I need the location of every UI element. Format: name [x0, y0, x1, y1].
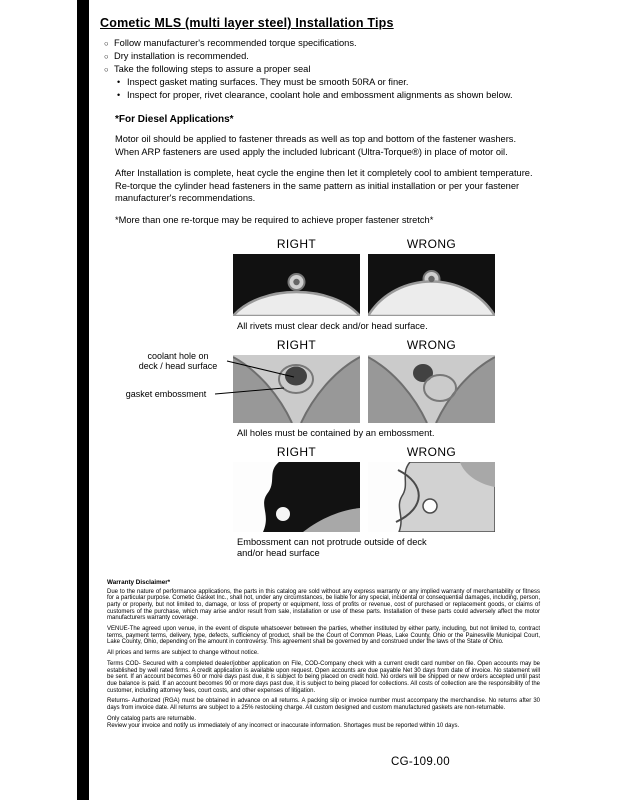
legal-section [107, 579, 540, 730]
tip-text: Follow manufacturer's recommended torque specifications. [114, 38, 357, 48]
right-wrong-figures [100, 237, 541, 561]
protrusion-right-image [233, 462, 360, 532]
coolant-hole-label-line1: coolant hole on [147, 350, 209, 361]
warranty-disclaimer-heading: Warranty Disclaimer* [107, 578, 171, 586]
tip-text: Take the following steps to assure a proper seal [114, 64, 311, 74]
row2-caption: All holes must be contained by an embossment. [237, 427, 435, 438]
returns-paragraph: Returns- Authorized (RGA) must be obtained in advance on all returns. A packing slip or invoice number must accompany the merchandise. No returns after 30 days from invoice date. All returns are subject to a 25% restocking charge. All custom designed and custom manufactured gaskets are non-returnable. [107, 698, 540, 712]
row1-caption: All rivets must clear deck and/or head surface. [237, 320, 428, 331]
tip-item [104, 63, 541, 76]
diesel-paragraph-1: Motor oil should be applied to fastener threads as well as top and bottom of the fastener washers. When ARP fasteners are used apply the included lubricant (Ultra-Torque®) in place of motor oil. [115, 134, 517, 157]
tip-sub-item [117, 89, 541, 102]
terms-paragraph: Terms COD- Secured with a completed dealer/jobber application on File, COD-Company check with a current credit card number on file. Open accounts may be established by well rated firms. A credit application is available upon request. Open accounts are due payable Net 30 days from date of invoice. No statement will be sent. If an account becomes 60 or more days past due, it is subject to being placed on credit hold. No orders will be shipped or new orders accepted until past due balance is paid. If an account becomes 90 or more days past due, it is subject to being placed for collections. All costs of collection are the responsibility of the customer, including attorney fees, court costs, and other expenses of litigation. [107, 660, 540, 694]
coolant-hole-label [128, 351, 228, 372]
tip-sub-item [117, 76, 541, 89]
row3-caption: Embossment can not protrude outside of deck and/or head surface [237, 536, 427, 559]
row1-wrong-label: WRONG [406, 236, 457, 251]
tip-item [104, 37, 541, 50]
review-note: Review your invoice and notify us immediately of any incorrect or inaccurate information. Shortages must be reported within 10 days. [107, 722, 460, 729]
diesel-applications-section [115, 114, 541, 227]
filled-bullet-icon: • [117, 77, 121, 87]
diesel-heading: *For Diesel Applications* [115, 114, 234, 125]
tip-item [104, 50, 541, 63]
open-bullet-icon: ○ [104, 52, 109, 61]
warranty-paragraph: Due to the nature of performance applications, the parts in this catalog are sold without any express warranty or any implied warranty of merchantability or fitness for a particular purpose. Cometic Gasket Inc., shall not, under any circumstances, be liable for any special, incidental or consequential damages, including, person, party or property, but not limited to, damage, or loss of property or equipment, loss of profits or revenue, cost of purchased or replacement goods, or claims of customers of the purchase, which may arise and/or result from sale, installation or use of these parts. Installation of these parts could adversely affect the motor manufacturers warranty coverage. [107, 588, 540, 622]
page-code: CG-109.00 [391, 756, 450, 768]
page-title: Cometic MLS (multi layer steel) Installation Tips [100, 16, 394, 30]
row3-wrong-label: WRONG [406, 444, 457, 459]
row2-wrong-label: WRONG [406, 337, 457, 352]
row3-right-label: RIGHT [276, 444, 317, 459]
installation-tips-list [104, 37, 541, 102]
tip-text: Inspect for proper, rivet clearance, coolant hole and embossment alignments as shown below. [127, 90, 513, 100]
diesel-paragraph-2: After Installation is complete, heat cycle the engine then let it completely cool to ambient temperature. Re-torque the cylinder head fasteners in the same pattern as initial installation or per your fastener manufacturer's recommendations. [115, 168, 533, 204]
gasket-embossment-label: gasket embossment [125, 388, 207, 399]
prices-notice: All prices and terms are subject to change without notice. [107, 650, 259, 657]
binding-bar [77, 0, 89, 800]
tip-text: Inspect gasket mating surfaces. They must be smooth 50RA or finer. [127, 77, 409, 87]
rivet-right-image [233, 254, 360, 316]
retorque-note: *More than one re-torque may be required to achieve proper fastener stretch* [115, 214, 434, 225]
rivet-wrong-image [368, 254, 495, 316]
open-bullet-icon: ○ [104, 39, 109, 48]
page-content [100, 16, 541, 733]
filled-bullet-icon: • [117, 90, 121, 100]
open-bullet-icon: ○ [104, 65, 109, 74]
protrusion-wrong-image [368, 462, 495, 532]
venue-paragraph: VENUE-The agreed upon venue, in the event of dispute whatsoever between the parties, whether instituted by either party, including, but not limited to, contract terms, payment terms, delivery, type, defects, sufficiency of product, shall be the Court of Common Pleas, Lake County, Ohio or the Painesville Municipal Court, Lake County, Ohio, depending on the amount in controversy. This agreement shall be governed by and construed under the laws of the State of Ohio. [107, 626, 540, 646]
tip-text: Dry installation is recommended. [114, 51, 249, 61]
returnable-note: Only catalog parts are returnable. [107, 715, 197, 722]
row2-right-label: RIGHT [276, 337, 317, 352]
embossment-right-image [233, 355, 360, 423]
row1-right-label: RIGHT [276, 236, 317, 251]
embossment-wrong-image [368, 355, 495, 423]
coolant-hole-label-line2: deck / head surface [138, 361, 218, 372]
